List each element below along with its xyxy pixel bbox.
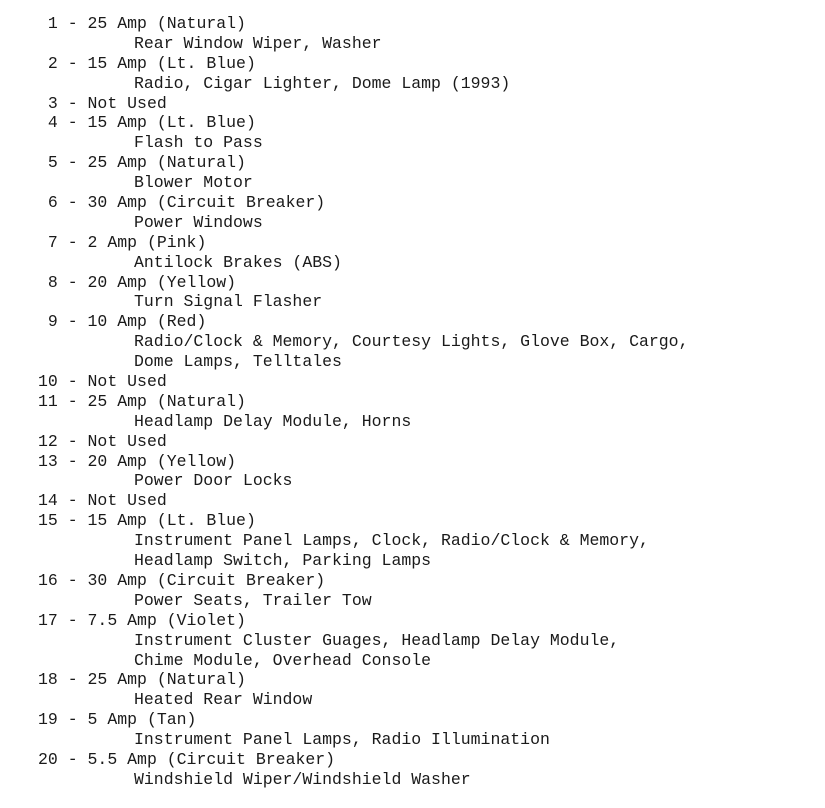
fuse-entry [38, 432, 689, 452]
fuse-entry [38, 452, 689, 492]
fuse-number: 13 [38, 451, 58, 471]
fuse-separator: - [57, 193, 88, 213]
fuse-circuits: Instrument Panel Lamps, Radio Illumination [134, 730, 550, 750]
fuse-number: 16 [38, 570, 58, 590]
fuse-heading [38, 312, 689, 332]
fuse-number: 11 [38, 391, 58, 411]
fuse-separator: - [57, 113, 88, 133]
fuse-heading [38, 432, 689, 452]
fuse-entry [38, 94, 689, 114]
fuse-heading [38, 113, 689, 133]
fuse-rating: Not Used [87, 491, 167, 511]
fuse-heading [38, 571, 689, 591]
fuse-entry [38, 710, 689, 750]
fuse-separator: - [57, 511, 88, 531]
fuse-entry [38, 511, 689, 571]
fuse-rating: 7.5 Amp (Violet) [87, 610, 246, 630]
fuse-entry [38, 670, 689, 710]
fuse-entry [38, 312, 689, 372]
fuse-list [38, 14, 689, 790]
fuse-number: 8 [38, 272, 58, 292]
fuse-separator: - [57, 14, 88, 33]
fuse-separator: - [57, 749, 88, 769]
fuse-heading [38, 94, 689, 114]
fuse-entry [38, 750, 689, 790]
fuse-entry [38, 273, 689, 313]
fuse-heading [38, 372, 689, 392]
fuse-separator: - [57, 451, 88, 471]
fuse-circuits: Headlamp Delay Module, Horns [134, 411, 412, 431]
fuse-number: 19 [38, 710, 58, 730]
fuse-number: 18 [38, 670, 58, 690]
fuse-rating: 20 Amp (Yellow) [87, 272, 237, 292]
fuse-rating: 20 Amp (Yellow) [87, 451, 237, 471]
fuse-entry [38, 54, 689, 94]
fuse-rating: 15 Amp (Lt. Blue) [87, 113, 256, 133]
fuse-number: 4 [38, 113, 58, 133]
fuse-rating: 30 Amp (Circuit Breaker) [87, 570, 326, 590]
fuse-number: 3 [38, 93, 58, 113]
fuse-entry [38, 611, 689, 671]
fuse-heading [38, 452, 689, 472]
fuse-entry [38, 113, 689, 153]
fuse-heading [38, 611, 689, 631]
fuse-heading [38, 710, 689, 730]
fuse-separator: - [57, 93, 88, 113]
fuse-circuits: Heated Rear Window [134, 690, 313, 710]
fuse-separator: - [57, 431, 88, 451]
fuse-circuits: Radio, Cigar Lighter, Dome Lamp (1993) [134, 73, 511, 93]
fuse-circuits: Chime Module, Overhead Console [134, 650, 432, 670]
fuse-number: 12 [38, 431, 58, 451]
fuse-entry [38, 571, 689, 611]
fuse-number: 7 [38, 232, 58, 252]
fuse-separator: - [57, 272, 88, 292]
fuse-number: 2 [38, 53, 58, 73]
fuse-separator: - [57, 491, 88, 511]
fuse-heading [38, 54, 689, 74]
fuse-number: 9 [38, 312, 58, 332]
fuse-rating: 25 Amp (Natural) [87, 153, 246, 173]
fuse-rating: 25 Amp (Natural) [87, 391, 246, 411]
fuse-number: 15 [38, 511, 58, 531]
fuse-rating: 30 Amp (Circuit Breaker) [87, 193, 326, 213]
fuse-circuits: Power Windows [134, 212, 263, 232]
fuse-entry [38, 233, 689, 273]
fuse-rating: 2 Amp (Pink) [87, 232, 207, 252]
fuse-entry [38, 153, 689, 193]
fuse-number: 10 [38, 372, 58, 392]
fuse-number: 20 [38, 749, 58, 769]
fuse-separator: - [57, 53, 88, 73]
fuse-separator: - [57, 391, 88, 411]
fuse-heading [38, 750, 689, 770]
fuse-circuits: Instrument Panel Lamps, Clock, Radio/Clock & Memory, [134, 531, 649, 551]
fuse-circuits: Instrument Cluster Guages, Headlamp Delay Module, [134, 630, 620, 650]
fuse-heading [38, 273, 689, 293]
fuse-rating: 15 Amp (Lt. Blue) [87, 511, 256, 531]
fuse-number: 17 [38, 610, 58, 630]
fuse-circuits: Flash to Pass [134, 133, 263, 153]
fuse-separator: - [57, 670, 88, 690]
fuse-separator: - [57, 372, 88, 392]
fuse-circuits: Blower Motor [134, 173, 253, 193]
fuse-number: 6 [38, 193, 58, 213]
fuse-rating: 25 Amp (Natural) [87, 670, 246, 690]
fuse-separator: - [57, 610, 88, 630]
fuse-separator: - [57, 232, 88, 252]
fuse-rating: 25 Amp (Natural) [87, 14, 246, 33]
fuse-heading [38, 193, 689, 213]
fuse-separator: - [57, 312, 88, 332]
fuse-circuits: Dome Lamps, Telltales [134, 352, 342, 372]
fuse-entry [38, 372, 689, 392]
fuse-heading [38, 511, 689, 531]
fuse-number: 1 [38, 14, 58, 33]
fuse-circuits: Power Seats, Trailer Tow [134, 590, 372, 610]
fuse-rating: Not Used [87, 431, 167, 451]
fuse-heading [38, 14, 689, 34]
fuse-heading [38, 153, 689, 173]
fuse-separator: - [57, 570, 88, 590]
fuse-entry [38, 392, 689, 432]
fuse-rating: 5 Amp (Tan) [87, 710, 197, 730]
fuse-circuits: Power Door Locks [134, 471, 293, 491]
fuse-circuits: Turn Signal Flasher [134, 292, 323, 312]
fuse-heading [38, 670, 689, 690]
fuse-number: 5 [38, 153, 58, 173]
fuse-heading [38, 392, 689, 412]
fuse-circuits: Headlamp Switch, Parking Lamps [134, 551, 432, 571]
fuse-separator: - [57, 710, 88, 730]
fuse-number: 14 [38, 491, 58, 511]
fuse-entry [38, 491, 689, 511]
fuse-rating: Not Used [87, 372, 167, 392]
fuse-rating: 15 Amp (Lt. Blue) [87, 53, 256, 73]
fuse-circuits: Windshield Wiper/Windshield Washer [134, 769, 471, 789]
fuse-heading [38, 491, 689, 511]
fuse-entry [38, 193, 689, 233]
fuse-entry [38, 14, 689, 54]
fuse-rating: 5.5 Amp (Circuit Breaker) [87, 749, 336, 769]
fuse-rating: Not Used [87, 93, 167, 113]
fuse-circuits: Rear Window Wiper, Washer [134, 33, 382, 53]
fuse-heading [38, 233, 689, 253]
fuse-circuits: Antilock Brakes (ABS) [134, 252, 342, 272]
fuse-separator: - [57, 153, 88, 173]
fuse-circuits: Radio/Clock & Memory, Courtesy Lights, Glove Box, Cargo, [134, 332, 689, 352]
fuse-rating: 10 Amp (Red) [87, 312, 207, 332]
